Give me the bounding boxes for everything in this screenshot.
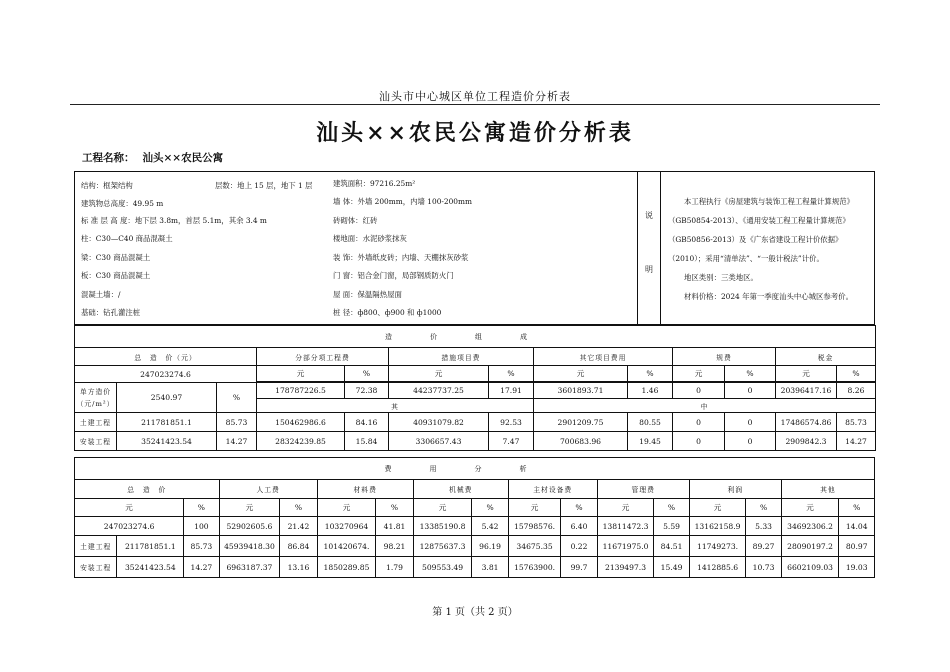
table-cell: 89.27 <box>746 536 781 557</box>
table-cell: 45939418.30 <box>219 536 280 557</box>
table-cell: 247023274.6 <box>75 517 184 536</box>
unit-yuan: 元 <box>389 366 489 382</box>
col-main-equipment: 主材设备费 <box>508 480 597 499</box>
info-floor-finish: 楼地面：水泥砂浆抹灰 <box>333 234 407 243</box>
info-floor-height: 标 准 层 高 度：地下层 3.8m，首层 5.1m，其余 3.4 m <box>81 216 267 225</box>
table-cell: 98.21 <box>376 536 413 557</box>
table-cell: 103270964 <box>317 517 376 536</box>
table-cell: 13811472.3 <box>597 517 654 536</box>
page-header: 汕头市中心城区单位工程造价分析表 <box>379 90 571 103</box>
unit-yuan: 元 <box>257 366 345 382</box>
table-cell: 35241423.54 <box>117 432 217 451</box>
table-cell: 15798576. <box>508 517 561 536</box>
table-cell: 6.40 <box>561 517 597 536</box>
table-cell: 34675.35 <box>508 536 561 557</box>
table-cell: 100 <box>184 517 219 536</box>
table-cell: 14.27 <box>837 432 876 451</box>
table-cell: 19.45 <box>628 432 673 451</box>
unit-cost-label: 单方造价（元/m²） <box>75 383 117 413</box>
table-cell: 1.79 <box>376 557 413 578</box>
table-row <box>75 536 875 557</box>
info-concrete-wall: 混凝土墙：/ <box>81 290 121 299</box>
info-floors: 层数：地上 15 层，地下 1 层 <box>215 181 313 190</box>
col-tax: 税金 <box>776 348 876 366</box>
unit-pct: % <box>746 499 781 517</box>
table-cell: 84.51 <box>654 536 689 557</box>
col-measure-cost: 措施项目费 <box>389 348 534 366</box>
info-doors-windows: 门 窗：铝合金门窗，局部钢质防火门 <box>333 271 454 280</box>
unit-yuan: 元 <box>508 499 561 517</box>
table-cell: 15.49 <box>654 557 689 578</box>
table-cell: 80.55 <box>628 413 673 432</box>
table-cell: 84.16 <box>345 413 389 432</box>
table-cell: 509553.49 <box>413 557 472 578</box>
unit-pct: % <box>472 499 508 517</box>
table-cell: 0 <box>725 432 776 451</box>
table-cell: 86.84 <box>280 536 317 557</box>
composition-section-title: 造价组成 <box>75 326 876 348</box>
table-cell: 0 <box>725 413 776 432</box>
table-cell: 1.46 <box>628 383 673 399</box>
table-cell: 35241423.54 <box>117 557 184 578</box>
info-roof: 屋 面：保温隔热屋面 <box>333 290 402 299</box>
table-cell: 44237737.25 <box>389 383 489 399</box>
unit-pct: % <box>345 366 389 382</box>
project-name-label: 工程名称： <box>82 152 135 164</box>
table-cell: 0 <box>725 383 776 399</box>
table-cell: 101420674. <box>317 536 376 557</box>
table-row <box>75 517 875 536</box>
table-cell: 0 <box>673 383 725 399</box>
unit-yuan: 元 <box>781 499 839 517</box>
unit-yuan: 元 <box>689 499 746 517</box>
unit-pct: % <box>725 366 776 382</box>
table-cell: 17.91 <box>489 383 534 399</box>
notes-divider-left <box>637 172 638 324</box>
table-cell: 6963187.37 <box>219 557 280 578</box>
col-total-cost: 总 造 价（元） <box>75 348 257 366</box>
table-row <box>75 432 876 451</box>
info-structure: 结构：框架结构 <box>81 181 133 190</box>
table-cell: 5.59 <box>654 517 689 536</box>
table-cell: 21.42 <box>280 517 317 536</box>
info-pile-diameter: 桩 径：ф800、ф900 和 ф1000 <box>333 308 442 317</box>
table-cell: 85.73 <box>184 536 219 557</box>
col-labor: 人工费 <box>219 480 317 499</box>
table-cell: 2909842.3 <box>776 432 837 451</box>
unit-pct: % <box>839 499 875 517</box>
table-cell: 1412885.6 <box>689 557 746 578</box>
table-cell: 178787226.5 <box>257 383 345 399</box>
info-slab: 板：C30 商品混凝土 <box>81 271 151 280</box>
unit-yuan: 元 <box>75 499 184 517</box>
analysis-section-title: 费用分析 <box>75 458 875 480</box>
table-cell: 3601893.71 <box>534 383 628 399</box>
document-title: 汕头××农民公寓造价分析表 <box>316 120 634 146</box>
col-management: 管理费 <box>597 480 689 499</box>
table-row <box>75 413 876 432</box>
info-height: 建筑物总高度：49.95 m <box>81 199 164 208</box>
project-info-box <box>74 171 875 325</box>
table-cell: 6602109.03 <box>781 557 839 578</box>
info-beam: 梁：C30 商品混凝土 <box>81 253 151 262</box>
unit-yuan: 元 <box>534 366 628 382</box>
table-cell: 13.16 <box>280 557 317 578</box>
table-cell: 5.42 <box>472 517 508 536</box>
col-machinery: 机械费 <box>413 480 508 499</box>
table-cell: 11749273. <box>689 536 746 557</box>
table-cell: 34692306.2 <box>781 517 839 536</box>
row-label-civil: 土建工程 <box>75 413 117 432</box>
table-cell: 0 <box>673 413 725 432</box>
table-cell: 11671975.0 <box>597 536 654 557</box>
table-cell: 14.27 <box>184 557 219 578</box>
table-cell: 85.73 <box>837 413 876 432</box>
table-cell: 72.38 <box>345 383 389 399</box>
table-cell: 92.53 <box>489 413 534 432</box>
project-name-value: 汕头××农民公寓 <box>142 152 224 164</box>
unit-yuan: 元 <box>317 499 376 517</box>
note-prices: 材料价格：2024 年第一季度汕头中心城区参考价。 <box>684 292 853 301</box>
table-cell: 19.03 <box>839 557 875 578</box>
unit-yuan: 元 <box>673 366 725 382</box>
unit-pct: % <box>489 366 534 382</box>
unit-yuan: 元 <box>776 366 837 382</box>
table-cell: 12875637.3 <box>413 536 472 557</box>
table-cell: 15.84 <box>345 432 389 451</box>
table-cell: 150462986.6 <box>257 413 345 432</box>
info-area: 建筑面积：97216.25m² <box>333 179 416 188</box>
info-foundation: 基础：钻孔灌注桩 <box>81 308 141 317</box>
info-masonry: 砖砌体：红砖 <box>333 216 378 225</box>
info-column: 柱：C30—C40 商品混凝土 <box>81 234 173 243</box>
table-cell: 0.22 <box>561 536 597 557</box>
col-other-cost: 其它项目费用 <box>534 348 673 366</box>
unit-yuan: 元 <box>597 499 654 517</box>
table-cell: 20396417.16 <box>776 383 837 399</box>
notes-label-top: 说 <box>645 211 653 220</box>
unit-pct: % <box>654 499 689 517</box>
table-cell: 1850289.85 <box>317 557 376 578</box>
col-subitem-cost: 分部分项工程费 <box>257 348 389 366</box>
table-cell: 80.97 <box>839 536 875 557</box>
row-label-civil: 土建工程 <box>75 536 117 557</box>
notes-label-bottom: 明 <box>645 265 653 274</box>
unit-pct: % <box>184 499 219 517</box>
table-cell: 52902605.6 <box>219 517 280 536</box>
table-cell: 13385190.8 <box>413 517 472 536</box>
cost-analysis-table <box>74 457 875 578</box>
table-cell: 5.33 <box>746 517 781 536</box>
among-label-1: 其 <box>257 399 534 413</box>
table-cell: 2901209.75 <box>534 413 628 432</box>
cost-composition-table <box>74 325 876 451</box>
table-cell: 99.7 <box>561 557 597 578</box>
table-cell: 3.81 <box>472 557 508 578</box>
table-cell: 211781851.1 <box>117 536 184 557</box>
table-cell: 15763900. <box>508 557 561 578</box>
table-cell: 14.04 <box>839 517 875 536</box>
among-label-2: 中 <box>534 399 876 413</box>
table-cell: 14.27 <box>217 432 257 451</box>
table-cell: 85.73 <box>217 413 257 432</box>
info-wall: 墙 体：外墙 200mm，内墙 100-200mm <box>333 197 473 206</box>
table-cell: 17486574.86 <box>776 413 837 432</box>
table-cell: 28324239.85 <box>257 432 345 451</box>
unit-yuan: 元 <box>413 499 472 517</box>
unit-pct: % <box>837 366 876 382</box>
table-cell: 96.19 <box>472 536 508 557</box>
col-fees: 规费 <box>673 348 776 366</box>
header-divider <box>70 104 880 105</box>
unit-cost-pct: % <box>217 383 257 413</box>
note-standards: 本工程执行《房屋建筑与装饰工程工程量计算规范》（GB50854-2013）、《通用安装工程工程量计算规范》（GB50856-2013）及《广东省建设工程计价依据》（2010）；采用“清单法”、“一般计税法”计价。 <box>668 197 854 263</box>
table-cell: 8.26 <box>837 383 876 399</box>
unit-yuan: 元 <box>219 499 280 517</box>
project-name-row <box>82 150 223 165</box>
table-cell: 7.47 <box>489 432 534 451</box>
unit-pct: % <box>561 499 597 517</box>
table-cell: 10.73 <box>746 557 781 578</box>
row-label-install: 安装工程 <box>75 432 117 451</box>
info-decoration: 装 饰：外墙纸皮砖；内墙、天棚抹灰砂浆 <box>333 253 469 262</box>
grand-total-value: 247023274.6 <box>75 366 257 383</box>
note-region: 地区类别：三类地区。 <box>684 273 758 282</box>
table-cell: 700683.96 <box>534 432 628 451</box>
col-other: 其他 <box>781 480 874 499</box>
table-cell: 28090197.2 <box>781 536 839 557</box>
table-cell: 0 <box>673 432 725 451</box>
notes-divider-right <box>660 172 661 324</box>
unit-pct: % <box>280 499 317 517</box>
table-cell: 2139497.3 <box>597 557 654 578</box>
unit-pct: % <box>628 366 673 382</box>
table-cell: 41.81 <box>376 517 413 536</box>
col-material: 材料费 <box>317 480 413 499</box>
notes-text <box>668 192 868 306</box>
unit-pct: % <box>376 499 413 517</box>
col-total-cost: 总 造 价 <box>75 480 220 499</box>
table-cell: 13162158.9 <box>689 517 746 536</box>
table-cell: 40931079.82 <box>389 413 489 432</box>
row-label-install: 安装工程 <box>75 557 117 578</box>
unit-cost-value: 2540.97 <box>117 383 217 413</box>
col-profit: 利润 <box>689 480 781 499</box>
table-row <box>75 557 875 578</box>
page-footer: 第 1 页（共 2 页） <box>432 607 518 618</box>
table-cell: 3306657.43 <box>389 432 489 451</box>
table-cell: 211781851.1 <box>117 413 217 432</box>
